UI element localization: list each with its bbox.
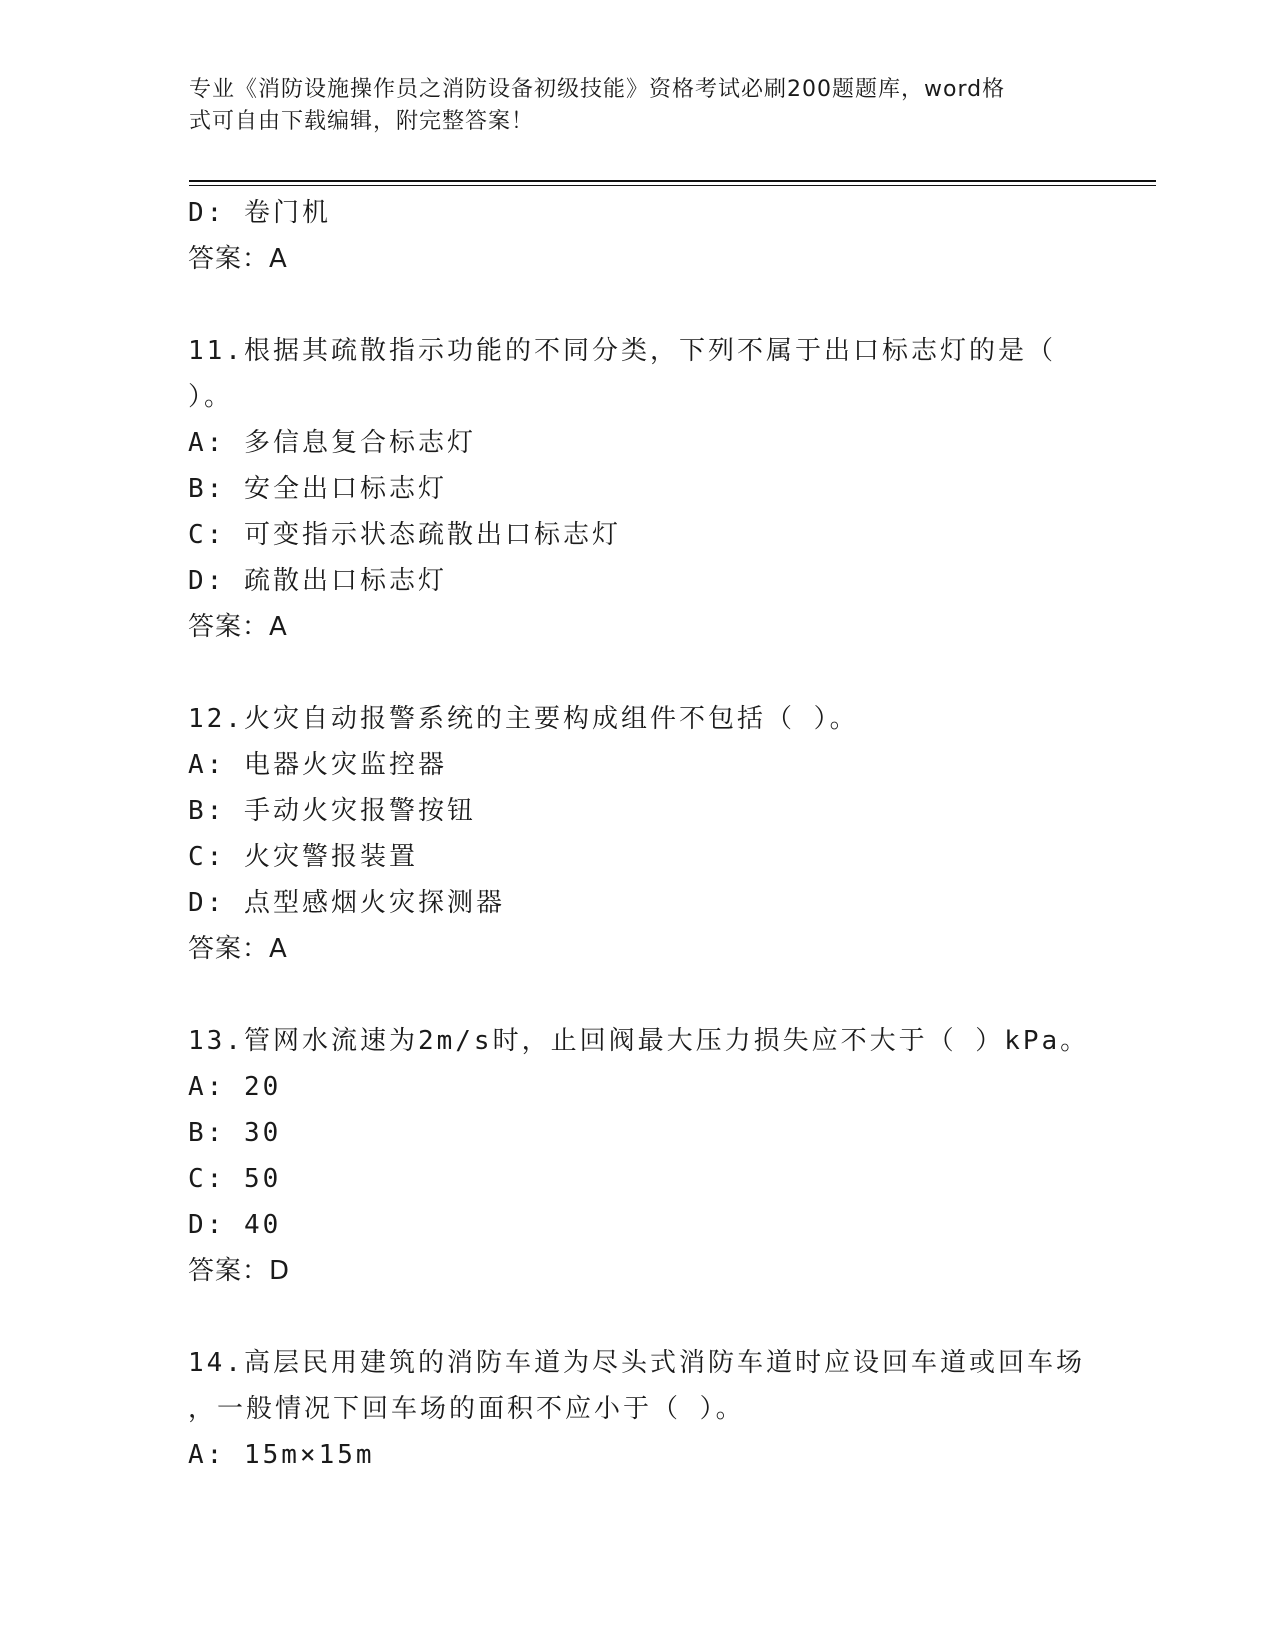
question-12	[188, 696, 1088, 972]
spacer	[188, 650, 1088, 696]
question-10-tail	[188, 190, 1088, 282]
spacer	[188, 1294, 1088, 1340]
option-c: C: 火灾警报装置	[188, 842, 418, 872]
option-b: B: 30	[188, 1118, 282, 1148]
option-a: A: 电器火灾监控器	[188, 750, 447, 780]
option-a: A: 多信息复合标志灯	[188, 428, 476, 458]
header-rule-thin	[189, 185, 1156, 186]
option-c: C: 可变指示状态疏散出口标志灯	[188, 520, 621, 550]
option-b: B: 手动火灾报警按钮	[188, 796, 476, 826]
question-stem: 14.高层民用建筑的消防车道为尽头式消防车道时应设回车道或回车场	[188, 1348, 1085, 1378]
question-stem-continued: ，一般情况下回车场的面积不应小于（ ）。	[188, 1394, 745, 1424]
question-stem: 13.管网水流速为2m/s时，止回阀最大压力损失应不大于（ ）kPa。	[188, 1026, 1090, 1056]
answer-line: 答案：A	[188, 934, 288, 964]
question-stem-continued: ）。	[188, 382, 234, 412]
document-header	[189, 74, 1089, 138]
option-b: B: 安全出口标志灯	[188, 474, 447, 504]
header-line-1: 专业《消防设施操作员之消防设备初级技能》资格考试必刷200题题库，word格	[189, 77, 1006, 102]
option-a: A: 20	[188, 1072, 282, 1102]
question-stem: 11.根据其疏散指示功能的不同分类，下列不属于出口标志灯的是（	[188, 336, 1056, 366]
header-line-2: 式可自由下载编辑，附完整答案！	[189, 109, 535, 134]
answer-line: 答案：A	[188, 244, 288, 274]
option-a: A: 15m×15m	[188, 1440, 375, 1470]
option-d: D: 疏散出口标志灯	[188, 566, 447, 596]
spacer	[188, 972, 1088, 1018]
option-d: D: 点型感烟火灾探测器	[188, 888, 505, 918]
question-stem: 12.火灾自动报警系统的主要构成组件不包括（ ）。	[188, 704, 859, 734]
question-14	[188, 1340, 1088, 1478]
answer-line: 答案：A	[188, 612, 288, 642]
question-11	[188, 328, 1088, 650]
option-c: C: 50	[188, 1164, 282, 1194]
option-d: D: 卷门机	[188, 198, 331, 228]
header-rule-thick	[189, 180, 1156, 182]
option-d: D: 40	[188, 1210, 282, 1240]
question-content	[188, 190, 1088, 1478]
question-13	[188, 1018, 1088, 1294]
spacer	[188, 282, 1088, 328]
answer-line: 答案：D	[188, 1256, 291, 1286]
